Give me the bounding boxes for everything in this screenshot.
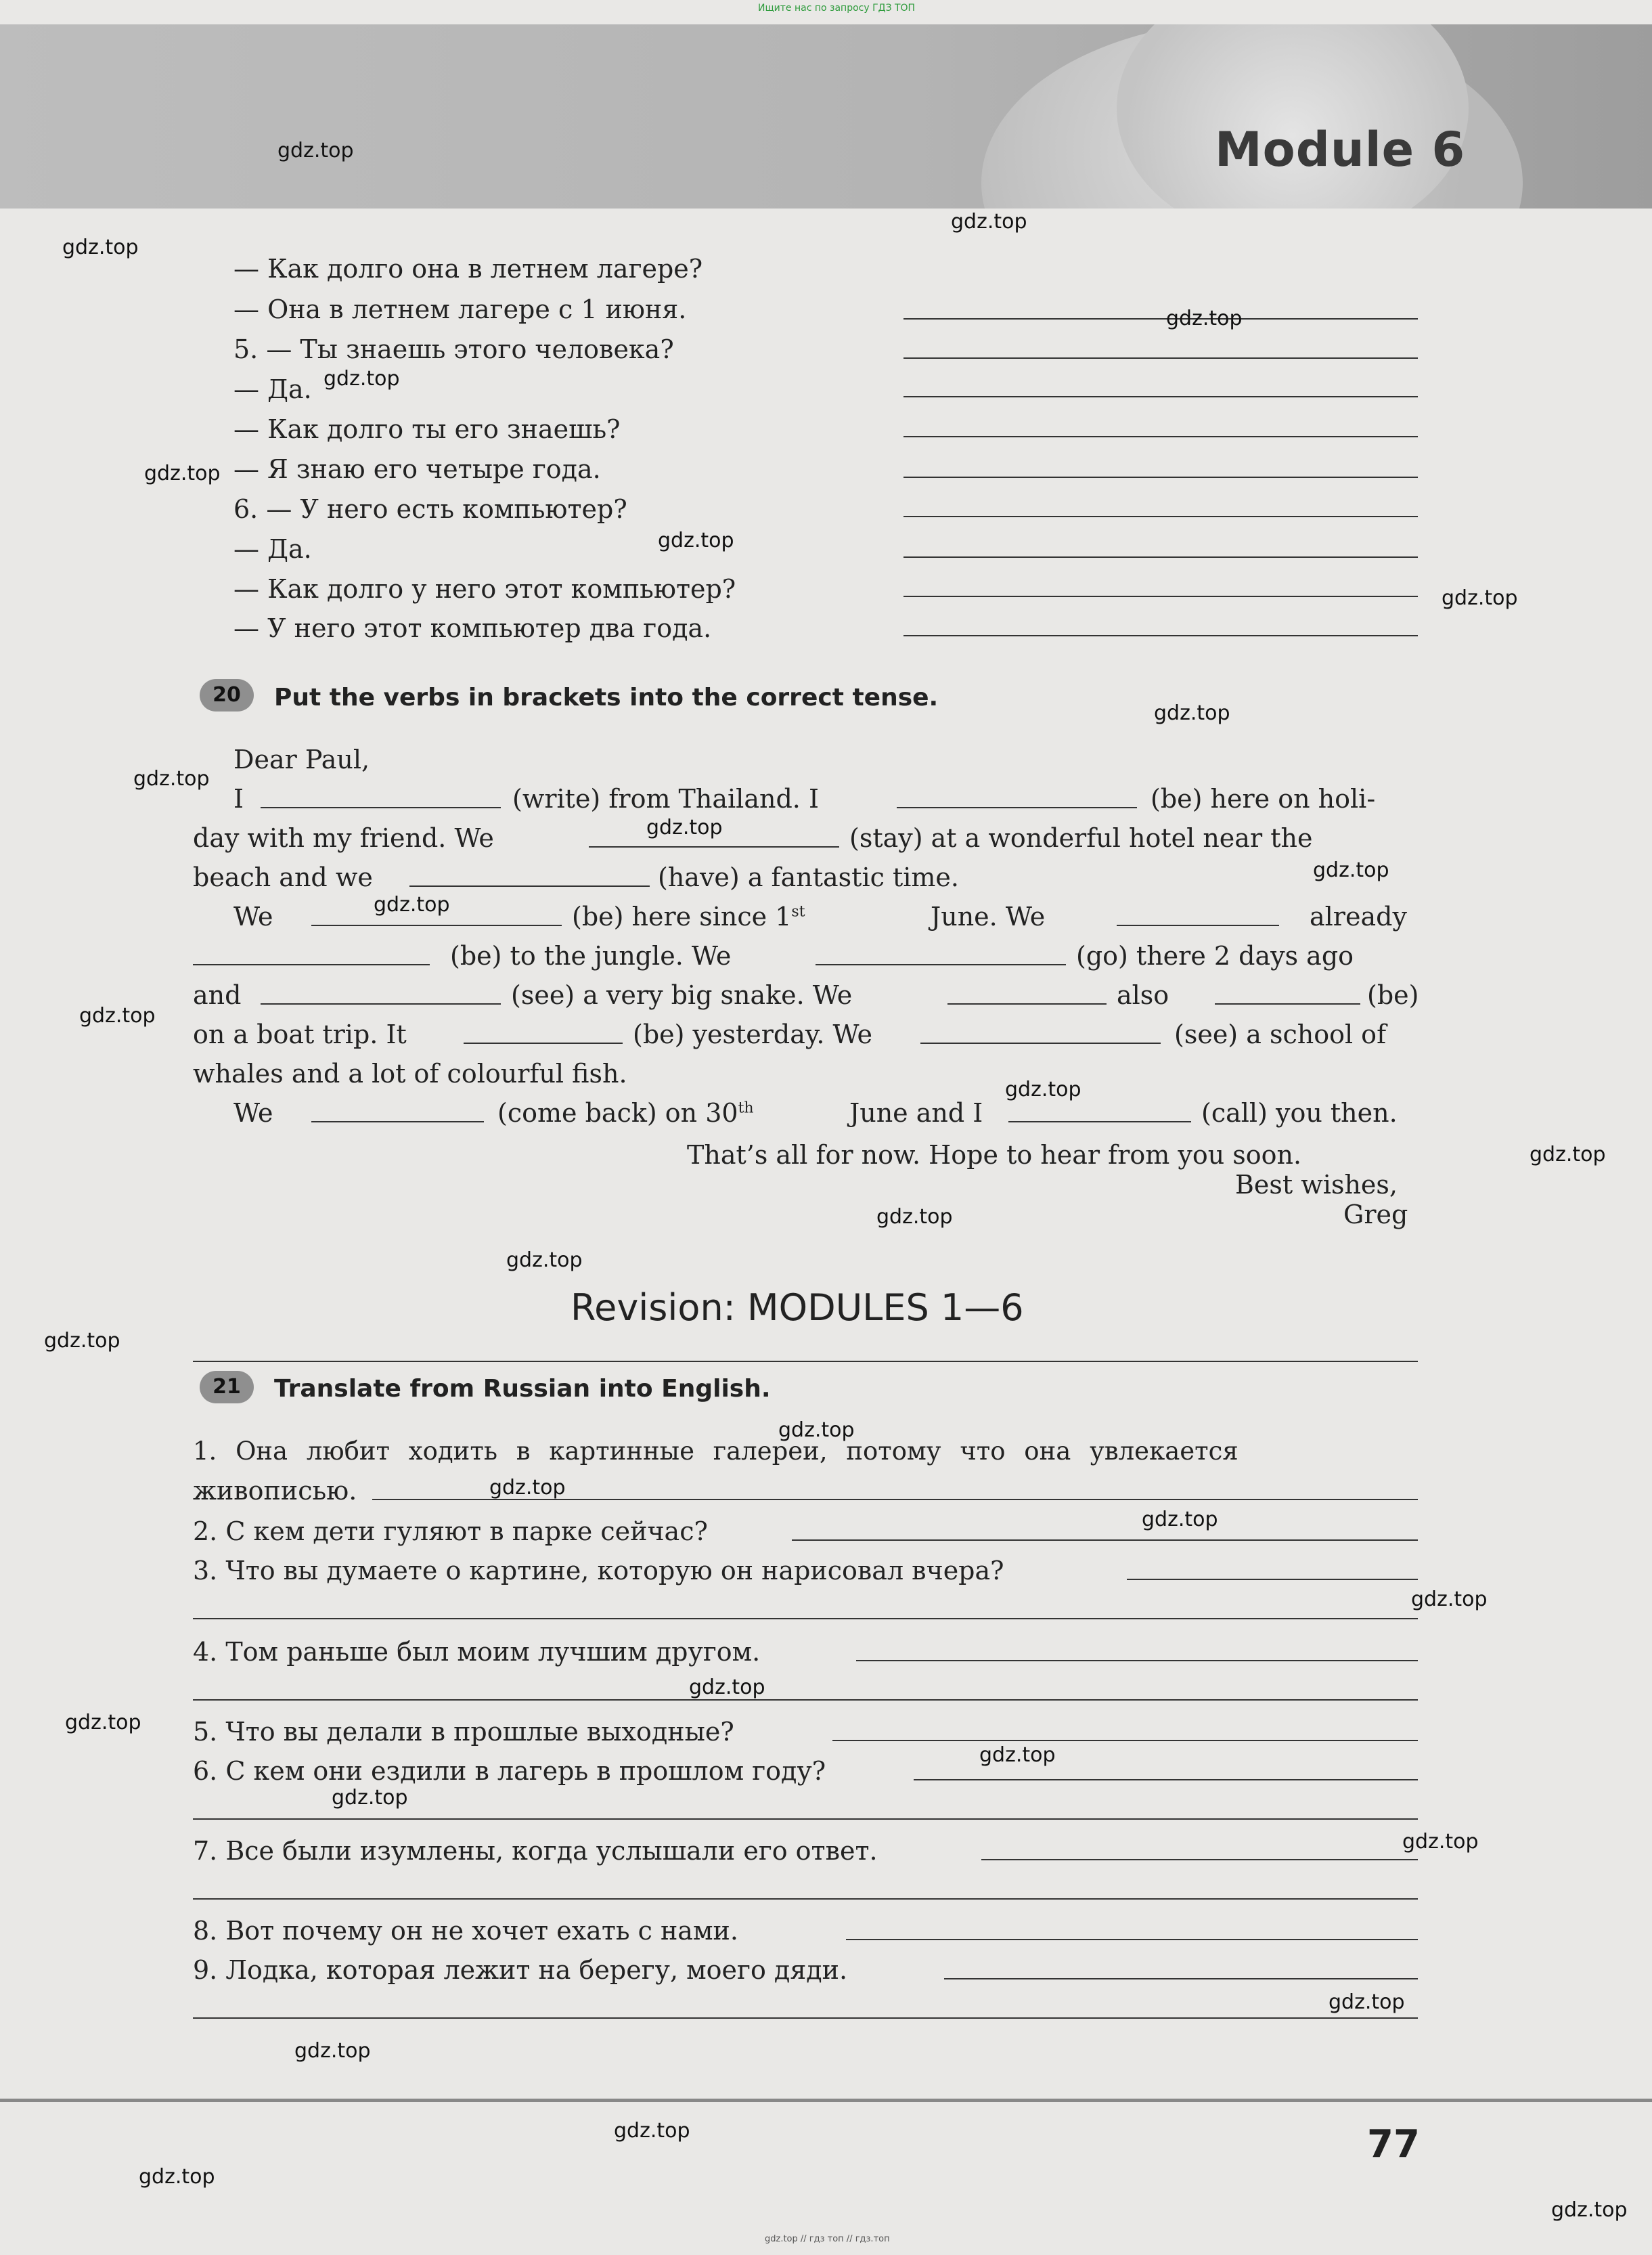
top-note: Ищите нас по запросу ГДЗ ТОП (758, 3, 916, 14)
revision-title: Revision: MODULES 1—6 (571, 1286, 1024, 1329)
translation-blank[interactable] (193, 1898, 1418, 1900)
translation-blank[interactable] (792, 1539, 1418, 1541)
letter-text: (come back) on 30th (497, 1098, 754, 1128)
letter-text: and (193, 980, 242, 1010)
dialogue-line: 6. — У него есть компьютер? (233, 494, 627, 524)
letter-text: already (1310, 902, 1407, 932)
verb-blank[interactable] (311, 925, 562, 926)
bottom-note: gdz.top // гдз топ // гдз.топ (765, 2234, 890, 2244)
translation-blank[interactable] (193, 1818, 1418, 1820)
letter-text: June and I (849, 1098, 983, 1128)
watermark: gdz.top (658, 529, 734, 552)
watermark: gdz.top (778, 1418, 855, 1442)
answer-blank[interactable] (903, 516, 1418, 517)
watermark: gdz.top (133, 767, 210, 791)
watermark: gdz.top (506, 1248, 583, 1272)
translation-blank[interactable] (832, 1740, 1418, 1741)
letter-text: on a boat trip. It (193, 1020, 407, 1049)
translation-blank[interactable] (193, 1618, 1418, 1619)
dialogue-line: — Как долго она в летнем лагере? (233, 254, 703, 284)
letter-closing: That’s all for now. Hope to hear from you soon. (687, 1140, 1302, 1170)
verb-blank[interactable] (589, 846, 839, 848)
letter-text: (see) a school of (1174, 1020, 1387, 1049)
letter-text: We (233, 1098, 273, 1128)
dialogue-line: 5. — Ты знаешь этого человека? (233, 334, 674, 364)
answer-blank[interactable] (903, 556, 1418, 558)
translation-blank[interactable] (193, 2017, 1418, 2019)
verb-blank[interactable] (897, 807, 1137, 808)
dialogue-line: — У него этот компьютер два года. (233, 613, 712, 643)
letter-text: June. We (931, 902, 1046, 932)
verb-blank[interactable] (1008, 1121, 1191, 1122)
letter-signature: Greg (1343, 1200, 1408, 1229)
watermark: gdz.top (1313, 858, 1389, 882)
watermark: gdz.top (65, 1711, 141, 1734)
letter-text: (stay) at a wonderful hotel near the (849, 823, 1313, 853)
translation-blank[interactable] (856, 1660, 1418, 1661)
answer-blank[interactable] (903, 318, 1418, 320)
letter-text: I (233, 784, 244, 814)
watermark: gdz.top (323, 367, 400, 391)
dialogue-line: — Да. (233, 374, 312, 404)
verb-blank[interactable] (193, 964, 430, 965)
watermark: gdz.top (689, 1676, 765, 1699)
letter-text: whales and a lot of colourful fish. (193, 1059, 627, 1089)
letter-text: (go) there 2 days ago (1076, 941, 1354, 971)
watermark: gdz.top (79, 1004, 156, 1028)
verb-blank[interactable] (464, 1043, 623, 1044)
letter-text: (be) (1367, 980, 1419, 1010)
watermark: gdz.top (1166, 307, 1243, 330)
dialogue-line: — Я знаю его четыре года. (233, 454, 601, 484)
letter-text: (be) here since 1st (572, 902, 805, 932)
verb-blank[interactable] (947, 1003, 1107, 1005)
letter-text: (call) you then. (1201, 1098, 1398, 1128)
exercise-number-badge: 20 (200, 679, 254, 711)
watermark: gdz.top (1402, 1830, 1479, 1854)
watermark: gdz.top (139, 2165, 215, 2189)
letter-greeting: Dear Paul, (233, 745, 370, 774)
translation-blank[interactable] (193, 1699, 1418, 1701)
letter-text: (be) to the jungle. We (450, 941, 732, 971)
watermark: gdz.top (1005, 1078, 1081, 1101)
letter-text: (see) a very big snake. We (511, 980, 853, 1010)
letter-text: (be) yesterday. We (633, 1020, 872, 1049)
verb-blank[interactable] (261, 807, 501, 808)
answer-blank[interactable] (903, 596, 1418, 597)
watermark: gdz.top (144, 462, 221, 485)
watermark: gdz.top (1154, 701, 1230, 725)
translation-blank[interactable] (846, 1939, 1418, 1940)
watermark: gdz.top (62, 236, 139, 259)
watermark: gdz.top (1551, 2198, 1628, 2222)
translation-sentence: 5. Что вы делали в прошлые выходные? (193, 1717, 734, 1747)
letter-closing: Best wishes, (1235, 1170, 1398, 1200)
translation-sentence: 8. Вот почему он не хочет ехать с нами. (193, 1916, 738, 1946)
translation-blank[interactable] (944, 1978, 1418, 1979)
translation-blank[interactable] (914, 1779, 1418, 1780)
dialogue-line: — Как долго ты его знаешь? (233, 414, 621, 444)
watermark: gdz.top (951, 210, 1027, 234)
answer-blank[interactable] (903, 357, 1418, 359)
translation-sentence: 4. Том раньше был моим лучшим другом. (193, 1637, 761, 1667)
translation-sentence: 1. Она любит ходить в картинные галереи, потому что она увлекается (193, 1437, 1238, 1466)
watermark: gdz.top (1142, 1508, 1218, 1531)
exercise-number-badge: 21 (200, 1371, 254, 1403)
verb-blank[interactable] (409, 885, 650, 887)
translation-sentence: 9. Лодка, которая лежит на берегу, моего дяди. (193, 1955, 848, 1985)
translation-sentence: 7. Все были изумлены, когда услышали его ответ. (193, 1836, 878, 1866)
exercise-instruction: Put the verbs in brackets into the correct tense. (274, 684, 939, 711)
translation-sentence: 6. С кем они ездили в лагерь в прошлом году? (193, 1756, 826, 1786)
verb-blank[interactable] (816, 964, 1066, 965)
footer-divider (0, 2099, 1652, 2102)
translation-sentence: 2. С кем дети гуляют в парке сейчас? (193, 1516, 708, 1546)
exercise-instruction: Translate from Russian into English. (274, 1375, 771, 1403)
verb-blank[interactable] (920, 1043, 1161, 1044)
letter-text: We (233, 902, 273, 932)
verb-blank[interactable] (1117, 925, 1279, 926)
translation-blank[interactable] (981, 1859, 1418, 1860)
watermark: gdz.top (1411, 1588, 1488, 1611)
letter-text: beach and we (193, 862, 373, 892)
watermark: gdz.top (374, 893, 450, 917)
verb-blank[interactable] (261, 1003, 501, 1005)
watermark: gdz.top (876, 1205, 953, 1229)
dialogue-line: — Она в летнем лагере с 1 июня. (233, 294, 687, 324)
watermark: gdz.top (44, 1329, 120, 1353)
answer-blank[interactable] (903, 436, 1418, 437)
answer-blank[interactable] (903, 477, 1418, 478)
verb-blank[interactable] (311, 1121, 484, 1122)
translation-sentence: живописью. (193, 1476, 357, 1506)
watermark: gdz.top (1530, 1143, 1606, 1166)
watermark: gdz.top (489, 1476, 566, 1499)
letter-text: (be) here on holi- (1151, 784, 1376, 814)
header-band (0, 24, 1652, 209)
divider (193, 1361, 1418, 1362)
letter-text: also (1117, 980, 1169, 1010)
answer-blank[interactable] (903, 396, 1418, 397)
translation-blank[interactable] (1127, 1579, 1418, 1580)
answer-blank[interactable] (903, 635, 1418, 636)
watermark: gdz.top (979, 1743, 1056, 1767)
watermark: gdz.top (1442, 586, 1518, 610)
letter-text: (write) from Thailand. I (512, 784, 819, 814)
watermark: gdz.top (332, 1786, 408, 1810)
watermark: gdz.top (646, 816, 723, 839)
dialogue-line: — Как долго у него этот компьютер? (233, 574, 736, 604)
dialogue-line: — Да. (233, 534, 312, 564)
translation-sentence: 3. Что вы думаете о картине, которую он нарисовал вчера? (193, 1556, 1004, 1585)
watermark: gdz.top (614, 2119, 690, 2143)
watermark: gdz.top (294, 2039, 371, 2063)
watermark: gdz.top (277, 139, 354, 162)
letter-text: (have) a fantastic time. (658, 862, 959, 892)
watermark: gdz.top (1329, 1990, 1405, 2014)
page-number: 77 (1367, 2122, 1420, 2166)
letter-text: day with my friend. We (193, 823, 494, 853)
module-title: Module 6 (1215, 122, 1466, 177)
verb-blank[interactable] (1215, 1003, 1360, 1005)
